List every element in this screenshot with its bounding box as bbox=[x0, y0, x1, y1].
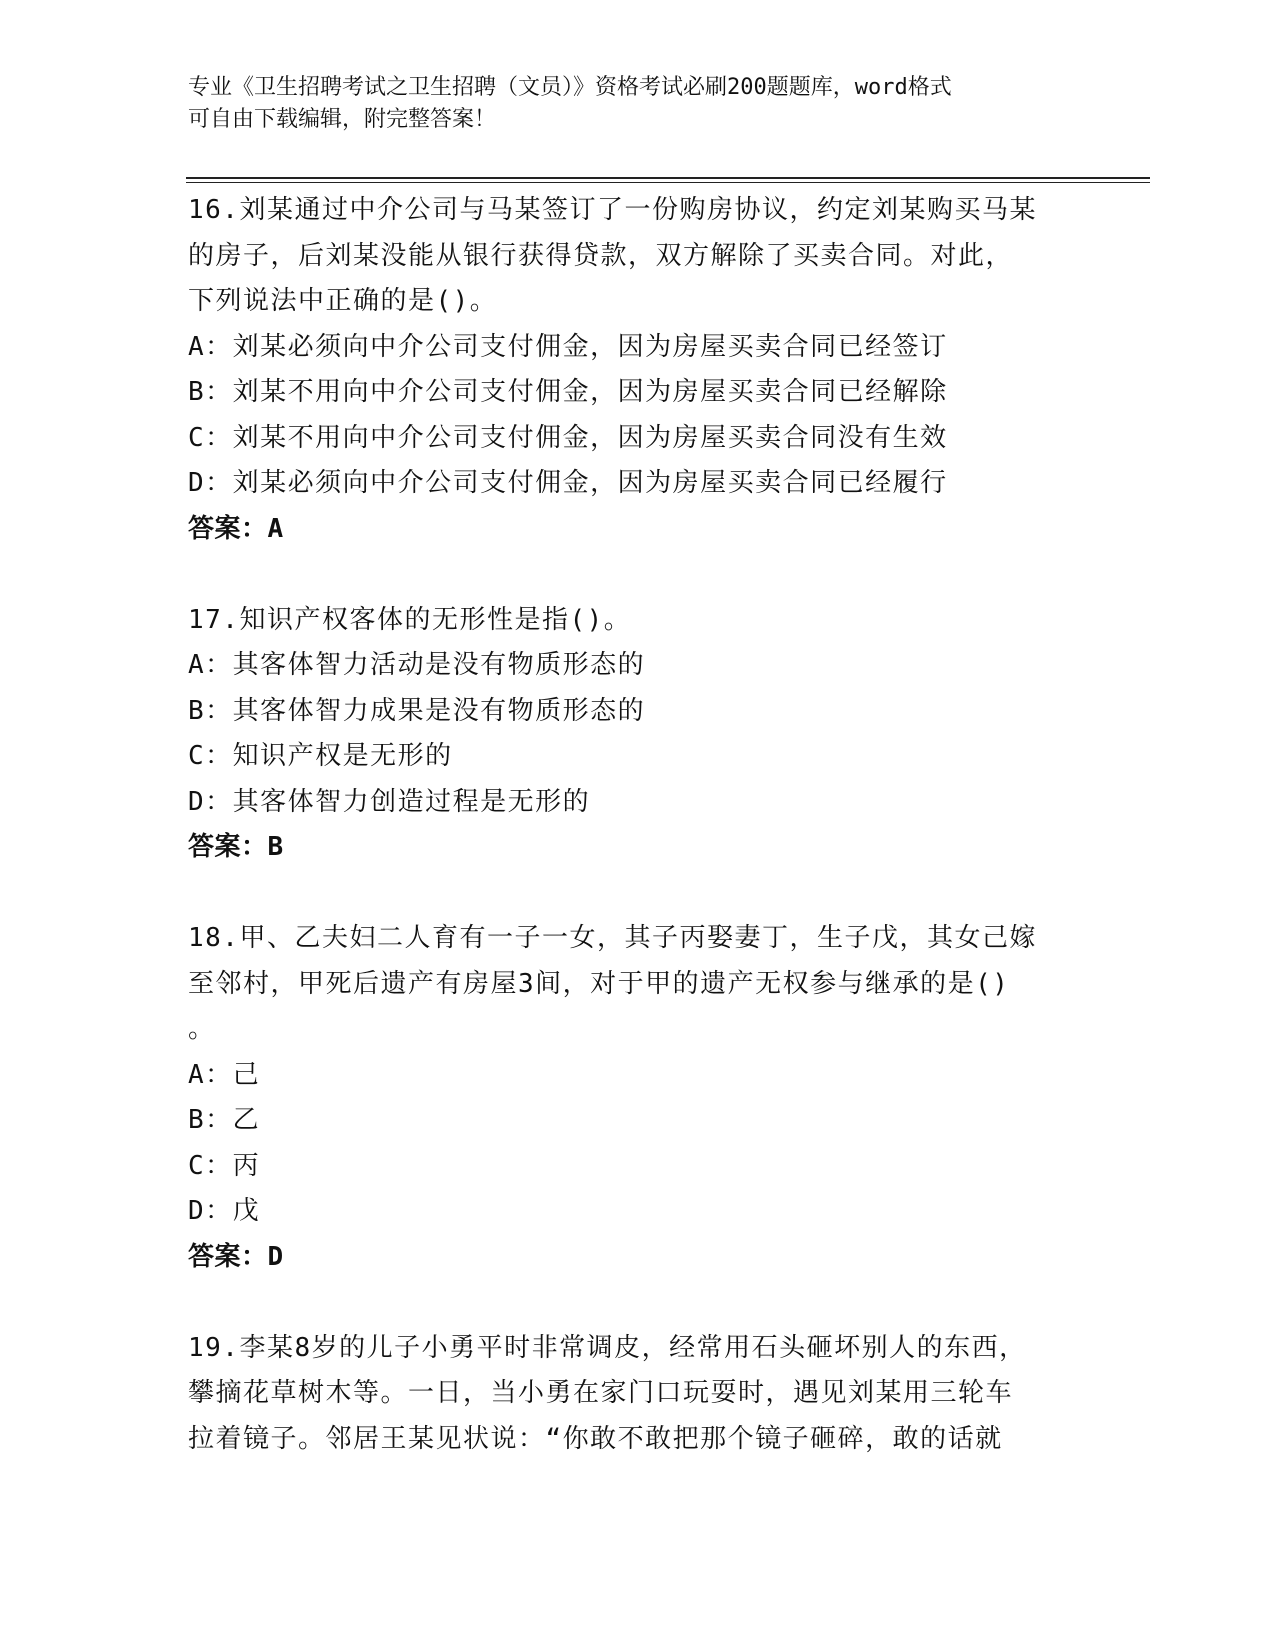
option-c: C：知识产权是无形的 bbox=[188, 741, 453, 771]
question-text-line: 18.甲、乙夫妇二人育有一子一女，其子丙娶妻丁，生子戊，其女己嫁 bbox=[188, 923, 1037, 953]
question-19 bbox=[188, 1326, 1088, 1463]
question-text-line: 。 bbox=[188, 1014, 216, 1044]
question-list bbox=[188, 188, 1088, 1462]
spacer bbox=[188, 871, 1088, 917]
option-c: C：丙 bbox=[188, 1150, 261, 1181]
question-16 bbox=[188, 188, 1088, 552]
spacer bbox=[188, 1280, 1088, 1326]
header-divider-thin bbox=[186, 182, 1150, 183]
header-line-1: 专业《卫生招聘考试之卫生招聘（文员）》资格考试必刷200题题库，word格式 bbox=[188, 75, 952, 100]
option-d: D：其客体智力创造过程是无形的 bbox=[188, 786, 591, 817]
option-b: B：乙 bbox=[188, 1105, 261, 1135]
option-a: A：其客体智力活动是没有物质形态的 bbox=[188, 650, 646, 680]
question-text-line: 拉着镜子。邻居王某见状说：“你敢不敢把那个镜子砸碎，敢的话就 bbox=[188, 1423, 1003, 1454]
question-text-line: 16.刘某通过中介公司与马某签订了一份购房协议，约定刘某购买马某 bbox=[188, 195, 1037, 225]
option-b: B：刘某不用向中介公司支付佣金，因为房屋买卖合同已经解除 bbox=[188, 377, 948, 407]
question-text-line: 下列说法中正确的是()。 bbox=[188, 286, 498, 316]
question-text-line: 19.李某8岁的儿子小勇平时非常调皮，经常用石头砸坏别人的东西， bbox=[188, 1332, 1027, 1363]
answer-label: 答案：B bbox=[188, 832, 284, 862]
option-a: A：己 bbox=[188, 1059, 261, 1090]
spacer bbox=[188, 552, 1088, 598]
question-text-line: 17.知识产权客体的无形性是指()。 bbox=[188, 604, 632, 635]
question-17 bbox=[188, 598, 1088, 871]
question-18 bbox=[188, 916, 1088, 1280]
document-header bbox=[188, 72, 1088, 136]
option-c: C：刘某不用向中介公司支付佣金，因为房屋买卖合同没有生效 bbox=[188, 422, 948, 453]
question-text-line: 的房子，后刘某没能从银行获得贷款，双方解除了买卖合同。对此， bbox=[188, 240, 1014, 271]
header-divider-thick bbox=[186, 177, 1150, 179]
option-a: A：刘某必须向中介公司支付佣金，因为房屋买卖合同已经签订 bbox=[188, 331, 948, 362]
option-d: D：戊 bbox=[188, 1196, 261, 1226]
header-line-2: 可自由下载编辑，附完整答案！ bbox=[188, 107, 497, 132]
answer-label: 答案：D bbox=[188, 1241, 284, 1272]
answer-label: 答案：A bbox=[188, 513, 284, 544]
option-b: B：其客体智力成果是没有物质形态的 bbox=[188, 695, 646, 726]
option-d: D：刘某必须向中介公司支付佣金，因为房屋买卖合同已经履行 bbox=[188, 468, 948, 498]
question-text-line: 至邻村，甲死后遗产有房屋3间，对于甲的遗产无权参与继承的是() bbox=[188, 968, 1010, 999]
question-text-line: 攀摘花草树木等。一日，当小勇在家门口玩耍时，遇见刘某用三轮车 bbox=[188, 1378, 1014, 1408]
